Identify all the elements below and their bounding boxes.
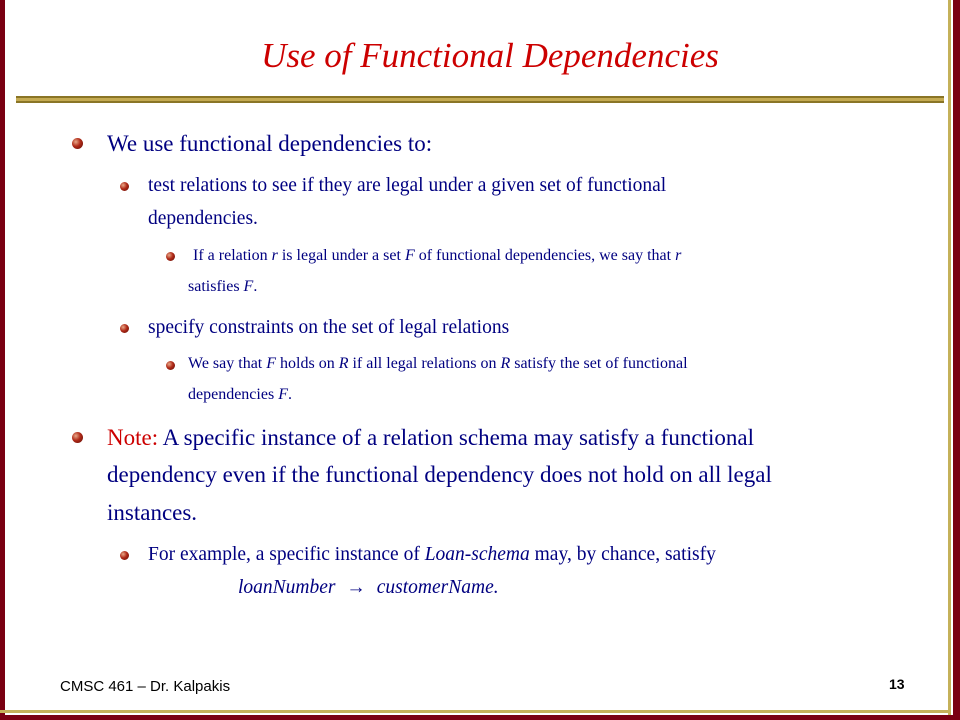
bullet-icon [166, 361, 175, 370]
slide-frame-bottom [0, 715, 960, 720]
slide-frame-left [0, 0, 5, 720]
var-R: R [500, 355, 511, 372]
var-F: F [404, 247, 415, 264]
title-divider [16, 96, 944, 103]
bullet-holds-definition-line2 [188, 380, 292, 409]
arrow-icon: → [346, 577, 366, 598]
text-segment: is legal under a set [277, 247, 405, 264]
bullet-icon [72, 138, 83, 149]
text-segment: dependencies [188, 386, 279, 403]
text-segment: may, by chance, satisfy [529, 544, 716, 565]
bullet-uses-intro: We use functional dependencies to: [107, 131, 433, 156]
bullet-icon [120, 551, 129, 560]
formula-rhs: customerName. [376, 577, 499, 598]
bullet-test-relations-line1: test relations to see if they are legal under a given set of functional [148, 175, 667, 196]
text-segment: We say that [188, 355, 267, 372]
text-segment: of functional dependencies, we say that [414, 247, 676, 264]
slide-title: Use of Functional Dependencies [261, 36, 719, 75]
text-segment: . [287, 386, 292, 403]
slide-number: 13 [889, 676, 905, 692]
text-segment: satisfies [188, 278, 244, 295]
text-segment: satisfy the set of functional [510, 355, 688, 372]
bullet-note-line2: dependency even if the functional dependency does not hold on all legal [107, 462, 772, 487]
footer-course: CMSC 461 – Dr. Kalpakis [60, 678, 231, 695]
slide-frame-right-accent [948, 0, 951, 720]
bullet-note-line1 [107, 419, 754, 456]
bullet-satisfies-definition-line2 [188, 272, 257, 301]
bullet-specify-constraints: specify constraints on the set of legal relations [148, 317, 510, 338]
bullet-icon [166, 252, 175, 261]
text-segment: if all legal relations on [348, 355, 501, 372]
formula-lhs: loanNumber [238, 577, 336, 598]
bullet-example [148, 538, 716, 571]
note-label: Note: [107, 425, 159, 450]
bullet-icon [120, 324, 129, 333]
var-F: F [243, 278, 254, 295]
text-segment: If a relation [193, 247, 272, 264]
bullet-satisfies-definition-line1 [193, 241, 681, 270]
var-r: r [675, 247, 682, 264]
text-segment: For example, a specific instance of [148, 544, 425, 565]
bullet-test-relations-line2: dependencies. [148, 208, 258, 229]
functional-dependency-formula [238, 577, 499, 599]
var-F: F [266, 355, 277, 372]
var-r: r [271, 247, 278, 264]
text-segment: holds on [276, 355, 339, 372]
slide-frame-bottom-accent [0, 710, 948, 713]
bullet-note-line3: instances. [107, 500, 198, 525]
var-F: F [278, 386, 288, 403]
text-segment: . [253, 278, 258, 295]
bullet-icon [120, 182, 129, 191]
slide-frame-right [953, 0, 960, 720]
var-R: R [338, 355, 349, 372]
schema-name: Loan-schema [424, 544, 530, 565]
bullet-holds-definition-line1 [188, 349, 688, 378]
text-segment: A specific instance of a relation schema may satisfy a functional [158, 425, 754, 450]
bullet-icon [72, 432, 83, 443]
